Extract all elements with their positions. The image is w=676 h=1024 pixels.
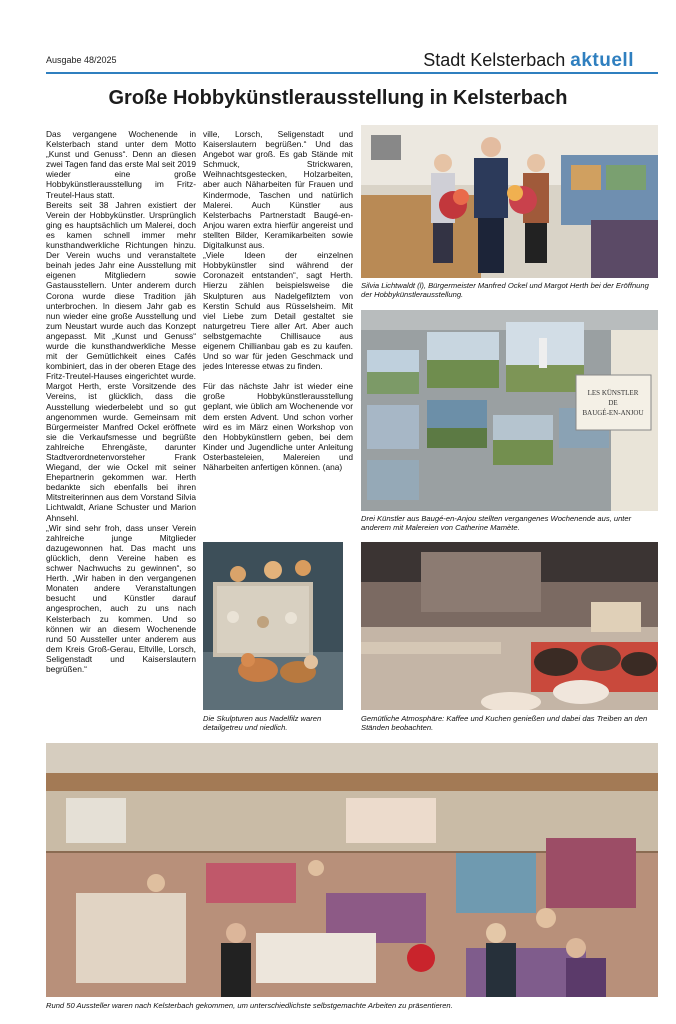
- photo-bauge-paintings: [361, 310, 658, 511]
- photo-exhibition-hall: [46, 743, 658, 997]
- sign-line-3: BAUGÉ-EN-ANJOU: [582, 409, 644, 417]
- text-column-1: [46, 129, 196, 707]
- caption-felt: Die Skulpturen aus Nadelfilz waren detailgetreu und niedlich.: [203, 714, 322, 732]
- masthead: [423, 50, 634, 72]
- sign-line-2: DE: [608, 399, 618, 407]
- paragraph: ville, Lorsch, Seligenstadt und Kaiserslautern begrüßen.“ Und das Angebot war groß. Es gab Stände mit Schmuck, Strickwaren, Weihnachtsgestecken, Holzarbeiten, aber auch Näharbeiten für Frauen und Kindermode, Taschen und natürlich Malerei. Auch Künstler aus Kelsterbachs Partnerstadt Baugé-en-Anjou waren extra hierfür angereist und stellten Bilder, Keramikarbeiten sowie Digitalkunst aus.: [203, 129, 353, 251]
- caption-hall: Rund 50 Aussteller waren nach Kelsterbach gekommen, um unterschiedlichste selbstgemachte Arbeiten zu präsentieren.: [46, 1001, 453, 1010]
- caption-opening: Silvia Lichtwaldt (l), Bürgermeister Manfred Ockel und Margot Herth bei der Eröffnung der Hobbykünstlerausstellung.: [361, 281, 649, 299]
- sign-line-1: LES KÜNSTLER: [587, 389, 639, 397]
- masthead-prefix: Stadt Kelsterbach: [423, 50, 566, 70]
- caption-cafe: Gemütliche Atmosphäre: Kaffee und Kuchen genießen und dabei das Treiben an den Ständen beobachten.: [361, 714, 648, 732]
- paragraph: Für das nächste Jahr ist wieder eine große Hobbykünstlerausstellung geplant, wie üblich am Wochenende vor dem ersten Advent. Und schon vorher wird es im März einen Workshop von den Hobbykünstlern geben, bei dem Kinder und Jugendliche unter Anleitung Osterbasteleien, Malereien und Näharbeiten anfertigen können. (ana): [203, 381, 353, 472]
- article-headline: Große Hobbykünstlerausstellung in Kelsterbach: [108, 87, 568, 109]
- caption-bauge: Drei Künstler aus Baugé-en-Anjou stellten vergangenes Wochenende aus, unter anderem mit Malereien von Catherine Mamète.: [361, 514, 632, 532]
- paragraph: Das vergangene Wochenende in Kelsterbach stand unter dem Motto „Kunst und Genuss“. Denn an diesen zwei Tagen fand das erste Mal seit 2019 wieder eine große Hobbykünstlerausstellung im Fritz-Treutel-Haus statt.: [46, 129, 196, 200]
- photo-opening: [361, 125, 658, 278]
- paragraph: Bereits seit 38 Jahren existiert der Verein der Hobbykünstler. Ursprünglich ging es hauptsächlich um Malerei, doch es kamen schnell immer mehr kunsthandwerkliche Richtungen hinzu. Der Verein wuchs und veranstaltete beinah jedes Jahr eine Ausstellung mit eigenen Mitgliedern sowie Gastausstellern. Unter anderem durch Corona wurde diese Tradition jäh unterbrochen. In diesem Jahr gab es nun wieder eine große Ausstellung und zum Neustart wurde auch das Konzept angepasst. Mit „Kunst und Genuss“ wurde die kunsthandwerkliche Messe mit der Gemütlichkeit eines Cafés kombiniert, das in der oberen Etage des Fritz-Treutel-Hauses eingerichtet wurde. Margot Herth, erste Vorsitzende des Vereins, ist glücklich, dass die Ausstellung wiederbelebt und so gut angenommen wurde. Gemeinsam mit Bürgermeister Manfred Ockel eröffnete sie die Verkaufsmesse und begrüßte zahlreiche Ehrengäste, darunter Stadtverordnetenvorsteher Frank Wiegand, der wie Ockel mit seiner Ehepartnerin gekommen war. Herth bedankte sich ebenfalls bei ihren Mitstreiterinnen aus dem Vorstand Silvia Lichtwaldt, Ariane Schuster und Marion Ahnsehl.: [46, 199, 196, 523]
- photo-felt-sculptures: [203, 542, 343, 710]
- masthead-brand: aktuell: [570, 50, 634, 71]
- paragraph: „Wir sind sehr froh, dass unser Verein zahlreiche junge Mitglieder dazugewonnen hat. Das macht uns glücklich, denn Vereine haben es schwer Nachwuchs zu gewinnen“, so Herth. „Wir haben in den vergangenen Monaten andere Veranstaltungen besucht und Künstler darauf angesprochen, auch zu uns nach Kelsterbach zu kommen. Und so können wir an diesem Wochenende rund 50 Aussteller unter anderem aus dem Kreis Groß-Gerau, Eltville, Lorsch, Seligenstadt und Kaiserslautern begrüßen.“: [46, 522, 196, 674]
- paragraph: „Viele Ideen der einzelnen Hobbykünstler sind während der Coronazeit entstanden“, sagt Herth. Hierzu zählen beispielsweise die Skulpturen aus Nadelgefilztem von Kerstin Schuld aus Rüsselsheim. Mit viel Liebe zum Detail gestaltet sie naturgetreu Tiere aller Art. Aber auch selbstgemachte Chillisauce aus eigenem Chillianbau gab es zu kaufen. Und so war für jeden Geschmack und jedes Interesse etwas zu finden.: [203, 250, 353, 372]
- text-column-2: [203, 129, 353, 537]
- header-rule: [46, 72, 658, 74]
- photo-cafe: [361, 542, 658, 710]
- issue-number: Ausgabe 48/2025: [46, 55, 117, 65]
